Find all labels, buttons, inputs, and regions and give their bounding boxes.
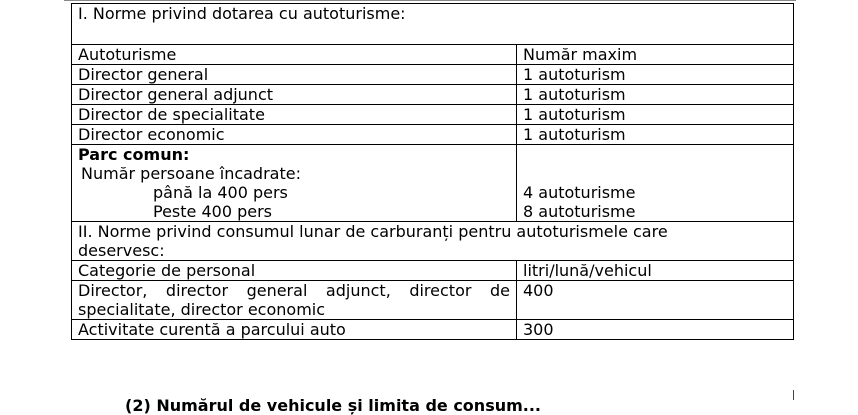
- common-fleet-cell: [72, 145, 517, 222]
- section-2-title: II. Norme privind consumul lunar de carburanți pentru autoturismele care deservesc:: [72, 222, 794, 261]
- table-row: [72, 125, 794, 145]
- header-vehicles: Autoturisme: [72, 45, 517, 65]
- section-2-title-row: [72, 222, 794, 261]
- section-1-title-row: [72, 4, 794, 45]
- header-personnel-category: Categorie de personal: [72, 261, 517, 281]
- margin-mark: [793, 390, 794, 400]
- tier-value: 8 autoturisme: [523, 202, 636, 221]
- table-row: [72, 65, 794, 85]
- personnel-cell: Director, director general adjunct, director de specialitate, director economic: [72, 281, 517, 320]
- table-row: [72, 105, 794, 125]
- header-liters-month: litri/lună/vehicul: [517, 261, 794, 281]
- tier-label: Peste 400 pers: [153, 202, 272, 221]
- position-cell: Director de specialitate: [72, 105, 517, 125]
- liters-cell: 300: [517, 320, 794, 340]
- common-fleet-label: Parc comun:: [78, 145, 190, 164]
- employees-label: Număr persoane încadrate:: [81, 164, 301, 183]
- position-cell: Director economic: [72, 125, 517, 145]
- common-fleet-values: [517, 145, 794, 222]
- common-fleet-row: [72, 145, 794, 222]
- count-cell: 1 autoturism: [517, 125, 794, 145]
- norms-table: [71, 3, 794, 340]
- tier-label: până la 400 pers: [153, 183, 288, 202]
- section-1-header-row: [72, 45, 794, 65]
- liters-cell: 400: [517, 281, 794, 320]
- position-cell: Director general adjunct: [72, 85, 517, 105]
- table-row: [72, 320, 794, 340]
- section-2-header-row: [72, 261, 794, 281]
- count-cell: 1 autoturism: [517, 105, 794, 125]
- personnel-cell: Activitate curentă a parcului auto: [72, 320, 517, 340]
- header-max-number: Număr maxim: [517, 45, 794, 65]
- tier-value: 4 autoturisme: [523, 183, 636, 202]
- top-rule: [64, 0, 796, 1]
- section-1-title: I. Norme privind dotarea cu autoturisme:: [72, 4, 794, 45]
- count-cell: 1 autoturism: [517, 85, 794, 105]
- next-paragraph-text: (2) Numărul de vehicule și limita de consum...: [125, 396, 542, 415]
- count-cell: 1 autoturism: [517, 65, 794, 85]
- table-row: [72, 85, 794, 105]
- position-cell: Director general: [72, 65, 517, 85]
- table-row: [72, 281, 794, 320]
